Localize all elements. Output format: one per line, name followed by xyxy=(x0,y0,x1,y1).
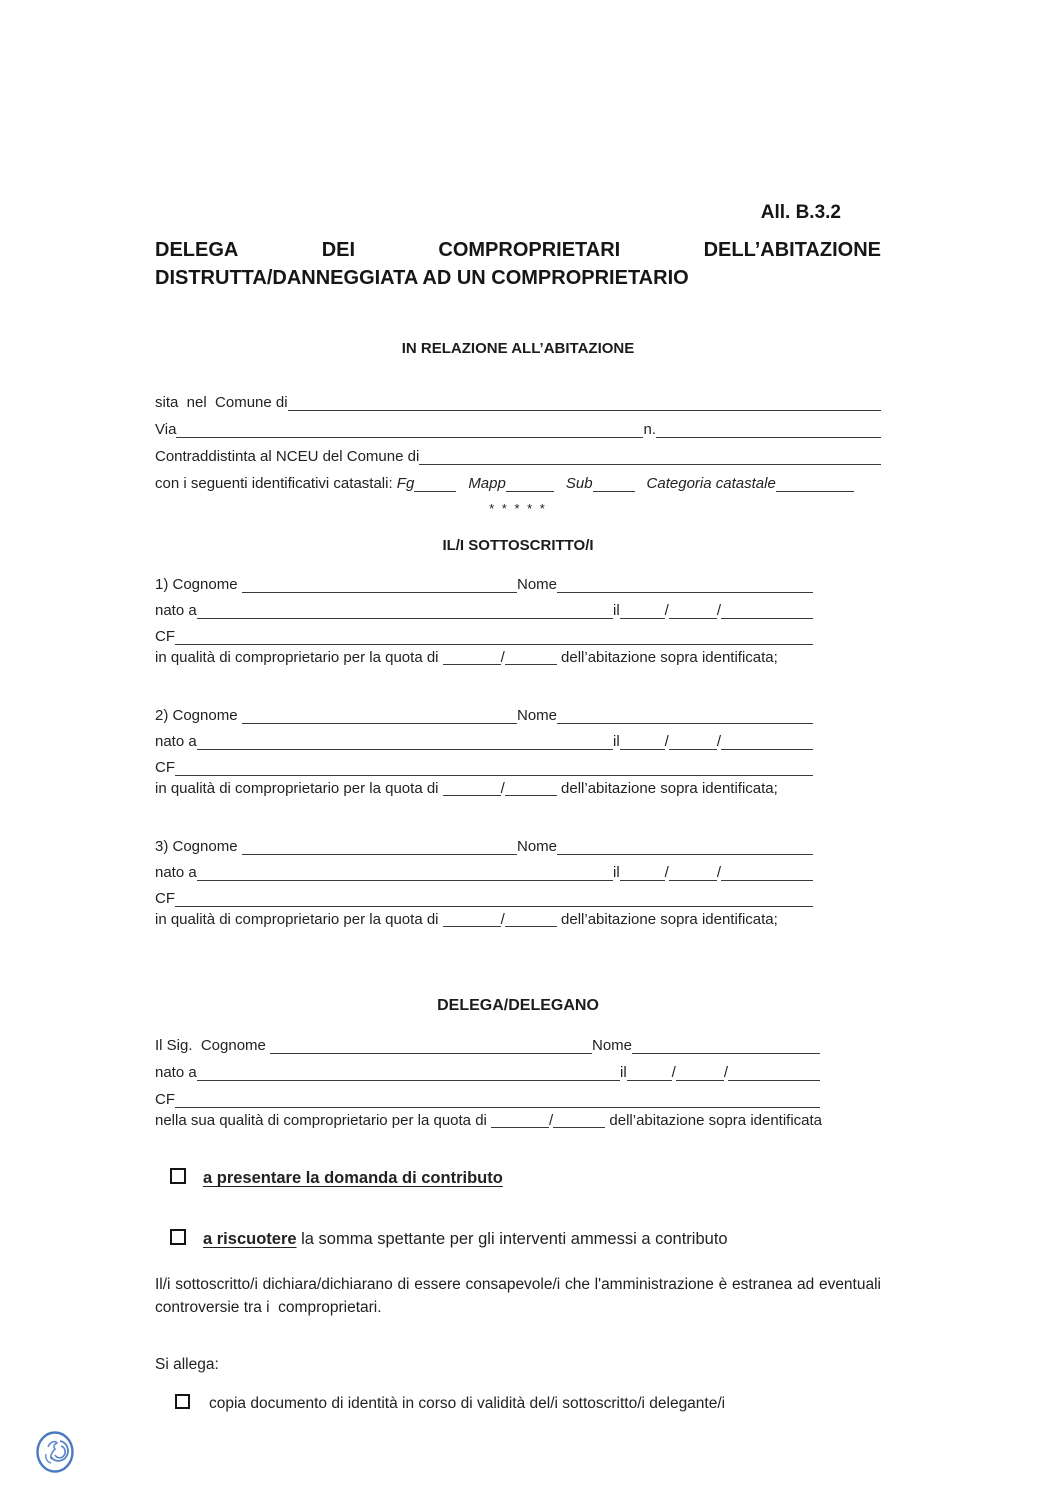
field-row-via xyxy=(155,411,881,438)
person-block-2 xyxy=(155,698,813,802)
delegano-row-cognome xyxy=(155,1027,820,1054)
mese-blank-line xyxy=(669,864,717,881)
nome-label: Nome xyxy=(516,576,557,593)
nato-blank-line xyxy=(197,864,613,881)
option-label-rest: la somma spettante per gli interventi ammessi a contributo xyxy=(296,1230,728,1248)
section-heading-sottoscritto: IL/I SOTTOSCRITTO/I xyxy=(442,537,594,554)
fg-blank-line xyxy=(414,475,456,492)
cognome-blank-line xyxy=(270,1037,592,1054)
nome-blank-line xyxy=(632,1037,820,1054)
nato-label: nato a xyxy=(155,733,197,750)
sig-cognome-label: Il Sig. Cognome xyxy=(155,1037,271,1054)
nome-blank-line xyxy=(557,707,813,724)
anno-blank-line xyxy=(721,864,813,881)
nome-label: Nome xyxy=(516,838,557,855)
fg-label: Fg xyxy=(396,475,415,492)
quota-num-blank-line xyxy=(491,1111,549,1128)
date-slash: / xyxy=(664,602,669,619)
person-row-nato xyxy=(155,855,813,881)
nato-blank-line xyxy=(197,602,613,619)
nceu-label: Contraddistinta al NCEU del Comune di xyxy=(155,448,420,465)
quota-suffix: dell’abitazione sopra identificata; xyxy=(556,649,778,666)
nome-blank-line xyxy=(557,838,813,855)
quota-suffix: dell’abitazione sopra identificata; xyxy=(556,780,778,797)
cf-blank-line xyxy=(175,759,813,776)
person-row-nato xyxy=(155,593,813,619)
person-block-1 xyxy=(155,567,813,671)
cf-blank-line xyxy=(175,628,813,645)
person-row-cf xyxy=(155,881,813,907)
document-title-line1 xyxy=(155,236,881,264)
page-tag: All. B.3.2 xyxy=(760,202,841,223)
cognome-label: 2) Cognome xyxy=(155,707,242,724)
delegano-row-quota xyxy=(155,1108,823,1135)
date-slash: / xyxy=(716,733,721,750)
person-block-3 xyxy=(155,829,813,933)
giorno-blank-line xyxy=(620,733,665,750)
catastali-label: con i seguenti identificativi catastali: xyxy=(155,475,397,492)
anno-blank-line xyxy=(721,602,813,619)
checkbox-icon xyxy=(175,1394,190,1409)
date-slash: / xyxy=(716,864,721,881)
cognome-blank-line xyxy=(242,838,517,855)
nato-label: nato a xyxy=(155,602,197,619)
categoria-blank-line xyxy=(776,475,854,492)
mapp-blank-line xyxy=(506,475,554,492)
cf-label: CF xyxy=(155,890,175,907)
quota-den-blank-line xyxy=(505,910,557,927)
mese-blank-line xyxy=(669,602,717,619)
person-row-quota xyxy=(155,907,813,933)
delegano-row-nato xyxy=(155,1054,820,1081)
quota-label: in qualità di comproprietario per la quota di xyxy=(155,649,443,666)
quota-num-blank-line xyxy=(443,910,501,927)
delegano-row-cf xyxy=(155,1081,820,1108)
cognome-blank-line xyxy=(242,576,517,593)
giorno-blank-line xyxy=(627,1064,672,1081)
title-word: DEI xyxy=(321,239,356,261)
cf-blank-line xyxy=(175,1091,820,1108)
declaration-paragraph: Il/i sottoscritto/i dichiara/dichiarano di essere consapevole/i che l'amministrazione è estranea ad eventuali controversie tra i comproprietari. xyxy=(155,1276,886,1316)
quota-label: in qualità di comproprietario per la quota di xyxy=(155,911,443,928)
attachment-item xyxy=(175,1393,881,1413)
page-content xyxy=(155,0,886,1413)
comune-label: sita nel Comune di xyxy=(155,394,288,411)
categoria-label: Categoria catastale xyxy=(646,475,776,492)
date-slash: / xyxy=(664,733,669,750)
anno-blank-line xyxy=(728,1064,820,1081)
mapp-label: Mapp xyxy=(468,475,506,492)
quota-label: in qualità di comproprietario per la quota di xyxy=(155,780,443,797)
quota-den-blank-line xyxy=(553,1111,605,1128)
checkbox-icon xyxy=(170,1168,186,1184)
field-row-catastali xyxy=(155,465,881,492)
quota-slash: / xyxy=(500,780,505,797)
person-row-cognome xyxy=(155,567,813,593)
quota-num-blank-line xyxy=(443,779,501,796)
giorno-blank-line xyxy=(620,864,665,881)
mese-blank-line xyxy=(669,733,717,750)
nome-label: Nome xyxy=(516,707,557,724)
option-label xyxy=(203,1230,728,1249)
delegano-block xyxy=(155,1027,823,1135)
cf-label: CF xyxy=(155,1091,175,1108)
document-title-line2: DISTRUTTA/DANNEGGIATA AD UN COMPROPRIETARIO xyxy=(155,267,689,289)
cf-label: CF xyxy=(155,759,175,776)
cognome-label: 3) Cognome xyxy=(155,838,242,855)
quota-suffix: dell’abitazione sopra identificata; xyxy=(556,911,778,928)
quota-suffix: dell’abitazione sopra identificata xyxy=(605,1112,823,1129)
date-slash: / xyxy=(716,602,721,619)
delega-option-riscuotere xyxy=(170,1228,881,1249)
il-label: il xyxy=(612,602,620,619)
field-row-nceu xyxy=(155,438,881,465)
nceu-blank-line xyxy=(419,448,881,465)
si-allega-label: Si allega: xyxy=(155,1356,219,1373)
person-row-nato xyxy=(155,724,813,750)
asterisk-separator: * * * * * xyxy=(489,501,547,516)
quota-slash: / xyxy=(549,1112,554,1129)
person-row-cf xyxy=(155,750,813,776)
person-row-quota xyxy=(155,776,813,802)
document-title xyxy=(155,236,881,292)
title-word: COMPROPRIETARI xyxy=(438,239,621,261)
date-slash: / xyxy=(671,1064,676,1081)
quota-den-blank-line xyxy=(505,779,557,796)
checkbox-icon xyxy=(170,1229,186,1245)
section-heading-delegano: DELEGA/DELEGANO xyxy=(437,997,599,1014)
sub-blank-line xyxy=(593,475,635,492)
person-row-cognome xyxy=(155,698,813,724)
abitazione-fields xyxy=(155,384,881,492)
person-row-quota xyxy=(155,645,813,671)
via-label: Via xyxy=(155,421,177,438)
nato-label: nato a xyxy=(155,864,197,881)
quota-slash: / xyxy=(500,649,505,666)
sub-label: Sub xyxy=(565,475,593,492)
quota-label: nella sua qualità di comproprietario per la quota di xyxy=(155,1112,492,1129)
sottoscritti-list xyxy=(155,567,881,933)
option-label-bold: a riscuotere xyxy=(203,1230,297,1248)
field-row-comune xyxy=(155,384,881,411)
nato-blank-line xyxy=(197,733,613,750)
attachment-label: copia documento di identità in corso di validità del/i sottoscritto/i delegante/i xyxy=(209,1395,726,1412)
seal-logo xyxy=(34,1429,76,1475)
via-blank-line xyxy=(176,421,643,438)
quota-slash: / xyxy=(500,911,505,928)
anno-blank-line xyxy=(721,733,813,750)
quota-num-blank-line xyxy=(443,648,501,665)
il-label: il xyxy=(612,864,620,881)
nome-label: Nome xyxy=(591,1037,632,1054)
giorno-blank-line xyxy=(620,602,665,619)
title-word: DELL’ABITAZIONE xyxy=(703,239,881,261)
cf-blank-line xyxy=(175,890,813,907)
comune-blank-line xyxy=(288,394,881,411)
title-word: DELEGA xyxy=(155,239,239,261)
il-label: il xyxy=(612,733,620,750)
nato-label: nato a xyxy=(155,1064,197,1081)
cf-label: CF xyxy=(155,628,175,645)
il-label: il xyxy=(619,1064,627,1081)
option-label: a presentare la domanda di contributo xyxy=(203,1169,503,1187)
numero-blank-line xyxy=(656,421,881,438)
quota-den-blank-line xyxy=(505,648,557,665)
section-heading-abitazione: IN RELAZIONE ALL’ABITAZIONE xyxy=(401,340,635,357)
nome-blank-line xyxy=(557,576,813,593)
delega-option-presentare xyxy=(170,1167,881,1188)
nato-blank-line xyxy=(197,1064,620,1081)
date-slash: / xyxy=(723,1064,728,1081)
numero-label: n. xyxy=(643,421,656,438)
cognome-label: 1) Cognome xyxy=(155,576,242,593)
mese-blank-line xyxy=(676,1064,724,1081)
person-row-cognome xyxy=(155,829,813,855)
person-row-cf xyxy=(155,619,813,645)
date-slash: / xyxy=(664,864,669,881)
cognome-blank-line xyxy=(242,707,517,724)
